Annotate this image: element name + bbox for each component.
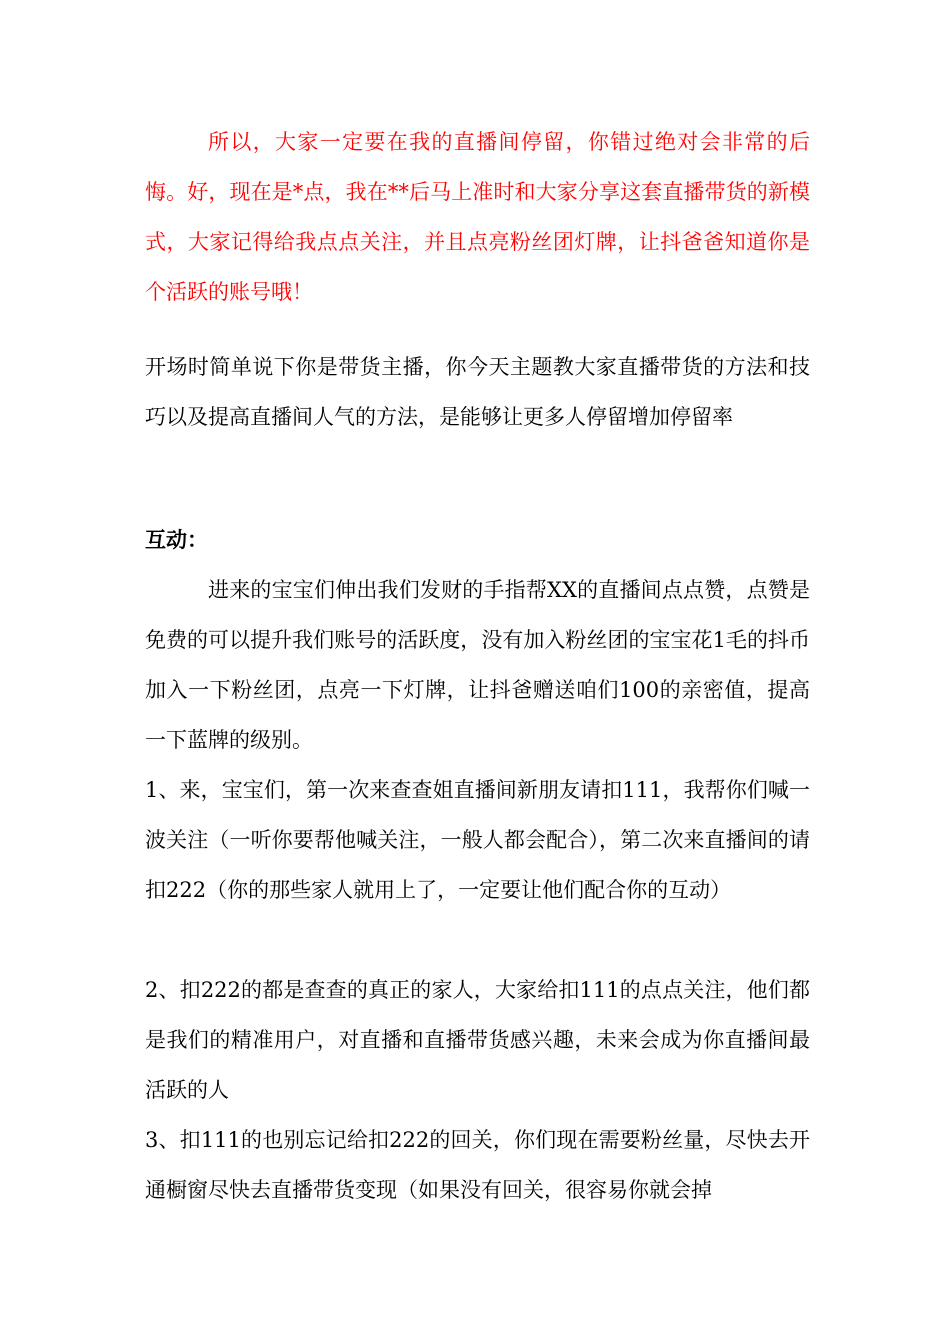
list-item-3: 3、扣111的也别忘记给扣222的回关，你们现在需要粉丝量，尽快去开通橱窗尽快去直播带货变现（如果没有回关，很容易你就会掉 — [145, 1128, 810, 1202]
intro-paragraph: 开场时简单说下你是带货主播，你今天主题教大家直播带货的方法和技巧以及提高直播间人气的方法，是能够让更多人停留增加停留率 — [145, 355, 810, 429]
list-item-2: 2、扣222的都是查查的真正的家人，大家给扣111的点点关注，他们都是我们的精准用户，对直播和直播带货感兴趣，未来会成为你直播间最活跃的人 — [145, 978, 810, 1102]
interaction-heading: 互动： — [145, 527, 208, 552]
list-item-1: 1、来，宝宝们，第一次来查查姐直播间新朋友请扣111，我帮你们喊一波关注（一听你要帮他喊关注，一般人都会配合），第二次来直播间的请扣222（你的那些家人就用上了，一定要让他们配合你的互动） — [145, 778, 810, 902]
highlight-paragraph: 所以，大家一定要在我的直播间停留，你错过绝对会非常的后悔。好，现在是*点，我在**后马上准时和大家分享这套直播带货的新模式，大家记得给我点点关注，并且点亮粉丝团灯牌，让抖爸爸知道你是个活跃的账号哦！ — [145, 130, 810, 304]
interaction-paragraph: 进来的宝宝们伸出我们发财的手指帮XX的直播间点点赞，点赞是免费的可以提升我们账号的活跃度，没有加入粉丝团的宝宝花1毛的抖币加入一下粉丝团，点亮一下灯牌，让抖爸赠送咱们100的亲密值，提高一下蓝牌的级别。 — [145, 578, 810, 752]
